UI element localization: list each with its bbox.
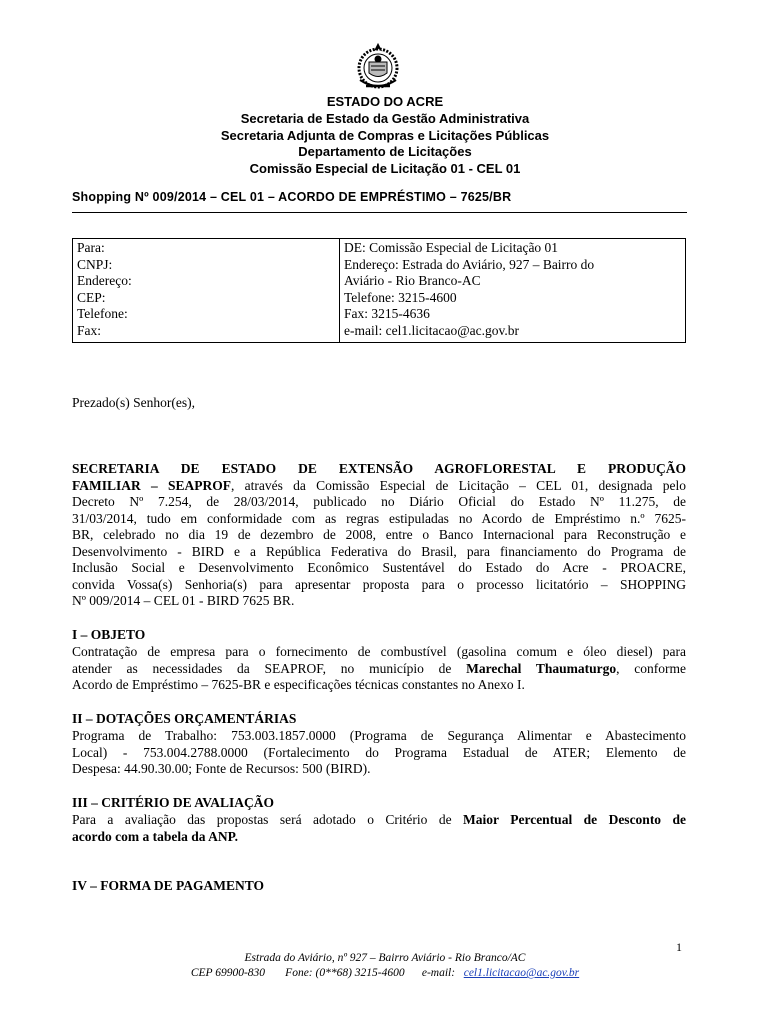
recipient-field-phone: Telefone: [77, 306, 128, 321]
criterio-line-1: Para a avaliação das propostas será adotado o Critério de [72, 812, 464, 827]
criterio-line-2: acordo com a tabela da ANP. [72, 828, 238, 844]
header-state: ESTADO DO ACRE [326, 94, 444, 109]
sender-address: Endereço: Estrada do Aviário, 927 – Bairro do [344, 256, 595, 272]
recipient-field-fax: Fax: [77, 322, 102, 338]
objeto-municipality: Marechal Thaumaturgo [466, 660, 617, 676]
objeto-line-2: atender as necessidades da SEAPROF, no município de [72, 660, 467, 676]
recipient-field-address: Endereço: [77, 273, 132, 288]
header-adjunct-secretariat: Secretaria Adjunta de Compras e Licitações Públicas [220, 128, 550, 143]
footer-email-link[interactable]: cel1.licitacao@ac.gov.br [463, 967, 580, 979]
header-department: Departamento de Licitações [298, 144, 472, 159]
section-criterio-body [72, 812, 686, 845]
sender-phone: Telefone: 3215-4600 [344, 289, 457, 305]
section-objeto-title: I – OBJETO [72, 627, 146, 642]
intro-line-7: Inclusão Social e Desenvolvimento Econômico Sustentável do Estado do Acre - PROACRE, [72, 560, 686, 575]
shopping-reference: Shopping Nº 009/2014 – CEL 01 – ACORDO DE EMPRÉSTIMO – 7625/BR [72, 190, 512, 204]
section-criterio-title: III – CRITÉRIO DE AVALIAÇÃO [72, 795, 275, 810]
page-number: 1 [676, 940, 682, 954]
objeto-line-3: Acordo de Empréstimo – 7625-BR e especificações técnicas constantes no Anexo I. [72, 677, 525, 692]
section-objeto-body [72, 644, 686, 694]
intro-line-3: Decreto Nº 7.254, de 28/03/2014, publicado no Diário Oficial do Estado Nº 11.275, de [72, 494, 686, 509]
recipient-sender-table [72, 238, 686, 343]
recipient-field-cep: CEP: [77, 289, 106, 305]
footer-phone: Fone: (0**68) 3215-4600 [285, 967, 405, 979]
sender-details [340, 239, 686, 343]
footer-email-label: e-mail: [421, 967, 456, 979]
sender-address-cont: Aviário - Rio Branco-AC [344, 273, 481, 288]
intro-paragraph [72, 461, 686, 610]
sender-from: DE: Comissão Especial de Licitação 01 [344, 240, 559, 255]
intro-line-8: convida Vossa(s) Senhoria(s) para apresentar proposta para o processo licitatório – SHOPPING [72, 576, 686, 592]
section-dotacoes-body [72, 728, 686, 778]
header-commission: Comissão Especial de Licitação 01 - CEL 01 [249, 161, 521, 176]
intro-line-9: Nº 009/2014 – CEL 01 - BIRD 7625 BR. [72, 593, 295, 608]
intro-seaprof: FAMILIAR – SEAPROF [72, 477, 232, 493]
header-divider [72, 212, 687, 213]
intro-line-1: SECRETARIA DE ESTADO DE EXTENSÃO AGROFLORESTAL E PRODUÇÃO [72, 461, 686, 476]
footer-address: Estrada do Aviário, nº 927 – Bairro Aviário - Rio Branco/AC [244, 952, 526, 964]
state-coat-of-arms-seal [352, 42, 404, 92]
dotacoes-line-3: Despesa: 44.90.30.00; Fonte de Recursos: 500 (BIRD). [72, 761, 371, 776]
recipient-fields [73, 239, 340, 343]
section-dotacoes-title: II – DOTAÇÕES ORÇAMENTÁRIAS [72, 711, 297, 726]
objeto-line-1: Contratação de empresa para o fornecimento de combustível (gasolina comum e óleo diesel) para [72, 644, 686, 659]
sender-email: e-mail: cel1.licitacao@ac.gov.br [344, 322, 519, 338]
intro-line-6: Desenvolvimento - BIRD e a República Federativa do Brasil, para financiamento do Programa de [72, 543, 686, 559]
sender-fax: Fax: 3215-4636 [344, 306, 430, 321]
intro-line-4: 31/03/2014, tudo em conformidade com as regras estipuladas no Acordo de Empréstimo n.º 7625- [72, 510, 686, 526]
recipient-field-cnpj: CNPJ: [77, 256, 113, 272]
section-pagamento-title: IV – FORMA DE PAGAMENTO [72, 878, 265, 893]
footer-cep: CEP 69900-830 [190, 967, 266, 979]
header-secretariat: Secretaria de Estado da Gestão Administrativa [240, 111, 530, 126]
recipient-field-para: Para: [77, 240, 105, 255]
objeto-line-2-end: , conforme [616, 660, 686, 676]
greeting: Prezado(s) Senhor(es), [72, 395, 195, 410]
intro-line-2: , através da Comissão Especial de Licitação – CEL 01, designada pelo [231, 477, 686, 493]
dotacoes-line-2: Local) - 753.004.2788.0000 (Fortalecimento do Programa Estadual de ATER; Elemento de [72, 744, 686, 760]
dotacoes-line-1: Programa de Trabalho: 753.003.1857.0000 (Programa de Segurança Alimentar e Abastecimento [72, 728, 686, 743]
footer-contact [0, 967, 770, 979]
intro-line-5: BR, celebrado no dia 19 de dezembro de 2008, entre o Banco Internacional para Reconstrução e [72, 527, 686, 542]
criterio-emphasis: Maior Percentual de Desconto de [463, 812, 686, 827]
